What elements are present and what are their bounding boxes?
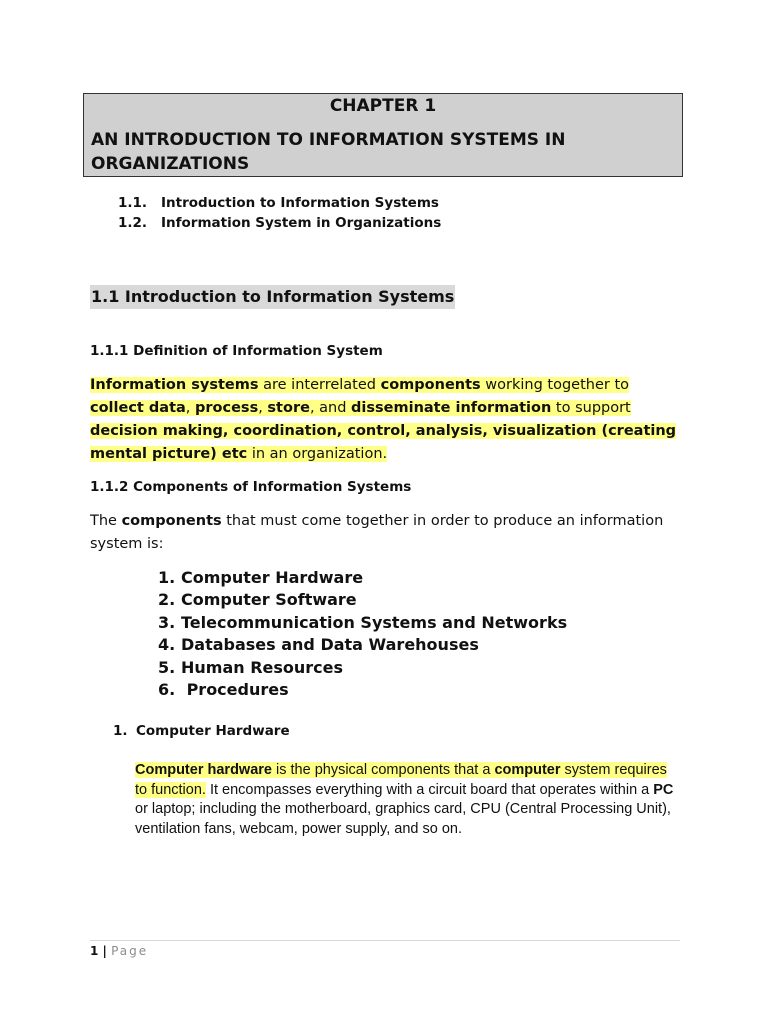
text: is the physical components that a [271,762,495,778]
page-number: 1 [90,944,99,958]
definition-paragraph [90,374,680,466]
text: It encompasses everything with a circuit board that operates within a [205,781,654,798]
toc-text: Introduction to Information Systems [161,195,439,211]
list-number: 1. [158,568,176,587]
text: , [185,400,196,416]
text: that must come together in order to produce an information system is: [90,513,664,552]
list-item [158,612,567,634]
text: , and [309,400,352,416]
footer-separator: | [98,944,112,958]
text-bold: process [195,400,259,416]
components-intro [90,510,680,556]
text-bold: computer [494,762,561,778]
toc-number: 1.1. [118,195,148,211]
text-bold: Computer hardware [135,762,272,778]
hardware-number: 1. [113,723,128,739]
list-text: Procedures [181,680,289,700]
text-bold: components [121,513,222,529]
list-item [158,679,567,701]
chapter-title: CHAPTER 1 [329,96,437,116]
list-text: Computer Hardware [181,568,364,587]
footer-divider [90,940,680,941]
text-bold: decision making, coordination, control, analysis, visualization (creating mental picture) etc [90,423,677,462]
table-of-contents [118,193,441,233]
list-text: Computer Software [181,590,357,610]
components-list [158,567,567,701]
toc-text: Information System in Organizations [161,215,442,231]
list-number: 3. [158,612,176,632]
text: or laptop; including the motherboard, graphics card, CPU (Central Processing Unit), ventilation fans, webcam, power supply, and so on. [135,801,671,837]
text: The [90,513,122,529]
text: , [258,400,268,416]
hardware-heading [113,723,290,739]
text-bold: Information systems [90,377,259,393]
list-text: Human Resources [181,657,344,677]
text: in an organization. [247,446,388,462]
text: to support [551,400,631,416]
chapter-subtitle: AN INTRODUCTION TO INFORMATION SYSTEMS IN ORGANIZATIONS [91,130,566,174]
toc-item [118,193,441,213]
toc-number: 1.2. [118,215,148,231]
text: system requires to function. [135,762,667,798]
list-number: 2. [158,590,176,610]
list-item [158,634,567,656]
list-number: 6. [158,680,176,700]
definition-heading: 1.1.1 Definition of Information System [90,343,383,359]
page-footer [90,944,148,958]
text: e interrelated [277,377,381,393]
list-item [158,657,567,679]
chapter-header-box [83,93,683,177]
list-number: 5. [158,657,176,677]
text-bold: disseminate information [351,400,552,416]
components-heading: 1.1.2 Components of Information Systems [90,479,412,495]
list-number: 4. [158,635,176,655]
text-bold: components [380,377,481,393]
list-text: Telecommunication Systems and Networks [181,612,568,632]
list-text: Databases and Data Warehouses [181,635,479,655]
toc-item [118,213,441,233]
hardware-title: Computer Hardware [136,723,290,739]
hardware-paragraph [135,761,683,839]
text-bold: store [267,400,310,416]
text-bold: collect data [90,400,186,416]
section-heading: 1.1 Introduction to Information Systems [90,285,455,309]
text: working together to [480,377,630,393]
list-item [158,567,567,589]
list-item [158,589,567,611]
text-bold: PC [653,781,674,798]
page-label: Page [111,944,149,958]
text: ar [258,377,278,393]
